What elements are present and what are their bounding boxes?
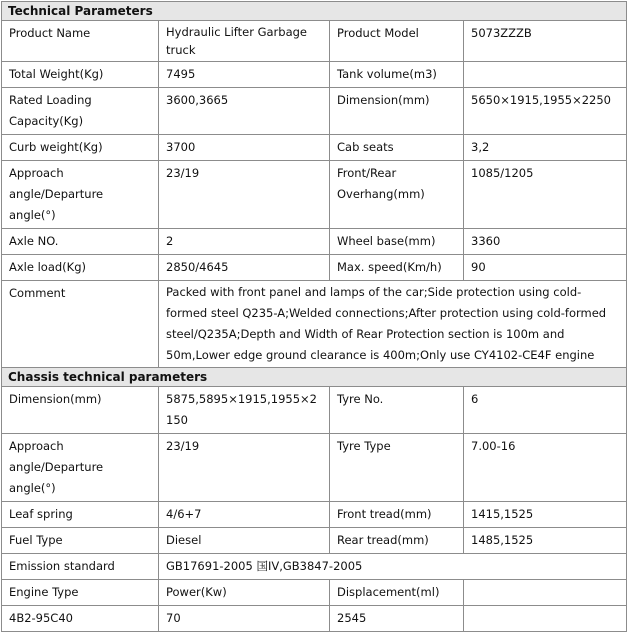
table-row	[2, 528, 627, 554]
spec-table	[1, 1, 627, 632]
table-row	[2, 161, 627, 229]
comment-value: Packed with front panel and lamps of the car;Side protection using cold-formed steel Q235-A;Welded connections;After protection using cold-formed steel/Q235A;Depth and Width of Rear Protection section is 100m and 50m,Lower edge ground clearance is 400m;Only use CY4102-CE4F engine	[159, 281, 627, 368]
tyre-no-value: 6	[464, 387, 627, 434]
tyre-type-label: Tyre Type	[330, 434, 464, 502]
table-row	[2, 580, 627, 606]
emission-standard-label: Emission standard	[2, 554, 159, 580]
rear-tread-label: Rear tread(mm)	[330, 528, 464, 554]
table-row	[2, 281, 627, 368]
table-row	[2, 554, 627, 580]
dimension-value: 5650×1915,1955×2250	[464, 88, 627, 135]
max-speed-label: Max. speed(Km/h)	[330, 255, 464, 281]
curb-weight-value: 3700	[159, 135, 330, 161]
wheel-base-label: Wheel base(mm)	[330, 229, 464, 255]
product-model-value: 5073ZZZB	[464, 21, 627, 62]
axle-no-value: 2	[159, 229, 330, 255]
rated-loading-label: Rated Loading Capacity(Kg)	[2, 88, 159, 135]
max-speed-value: 90	[464, 255, 627, 281]
approach-angle-label: Approach angle/Departure angle(°)	[2, 161, 159, 229]
front-tread-label: Front tread(mm)	[330, 502, 464, 528]
overhang-value: 1085/1205	[464, 161, 627, 229]
empty-cell	[464, 606, 627, 632]
section-header-row	[2, 368, 627, 387]
engine-type-value: 4B2-95C40	[2, 606, 159, 632]
fuel-type-value: Diesel	[159, 528, 330, 554]
chassis-approach-angle-label: Approach angle/Departure angle(°)	[2, 434, 159, 502]
product-model-label: Product Model	[330, 21, 464, 62]
tyre-no-label: Tyre No.	[330, 387, 464, 434]
table-row	[2, 62, 627, 88]
dimension-label: Dimension(mm)	[330, 88, 464, 135]
power-label: Power(Kw)	[159, 580, 330, 606]
table-row	[2, 229, 627, 255]
product-name-label: Product Name	[2, 21, 159, 62]
chassis-approach-angle-value: 23/19	[159, 434, 330, 502]
chassis-parameters-heading: Chassis technical parameters	[2, 368, 627, 387]
displacement-value: 2545	[330, 606, 464, 632]
empty-cell	[464, 580, 627, 606]
total-weight-value: 7495	[159, 62, 330, 88]
chassis-dimension-value: 5875,5895×1915,1955×2150	[159, 387, 330, 434]
table-row	[2, 135, 627, 161]
technical-parameters-heading: Technical Parameters	[2, 2, 627, 21]
table-row	[2, 21, 627, 62]
product-name-value: Hydraulic Lifter Garbage truck	[159, 21, 330, 62]
tank-volume-label: Tank volume(m3)	[330, 62, 464, 88]
wheel-base-value: 3360	[464, 229, 627, 255]
tyre-type-value: 7.00-16	[464, 434, 627, 502]
section-header-row	[2, 2, 627, 21]
chassis-dimension-label: Dimension(mm)	[2, 387, 159, 434]
cab-seats-value: 3,2	[464, 135, 627, 161]
approach-angle-value: 23/19	[159, 161, 330, 229]
axle-load-label: Axle load(Kg)	[2, 255, 159, 281]
table-row	[2, 88, 627, 135]
fuel-type-label: Fuel Type	[2, 528, 159, 554]
axle-no-label: Axle NO.	[2, 229, 159, 255]
displacement-label: Displacement(ml)	[330, 580, 464, 606]
front-tread-value: 1415,1525	[464, 502, 627, 528]
engine-type-label: Engine Type	[2, 580, 159, 606]
comment-label: Comment	[2, 281, 159, 368]
cab-seats-label: Cab seats	[330, 135, 464, 161]
axle-load-value: 2850/4645	[159, 255, 330, 281]
table-row	[2, 255, 627, 281]
power-value: 70	[159, 606, 330, 632]
leaf-spring-label: Leaf spring	[2, 502, 159, 528]
table-row	[2, 606, 627, 632]
table-row	[2, 387, 627, 434]
emission-standard-value: GB17691-2005 国IV,GB3847-2005	[159, 554, 627, 580]
curb-weight-label: Curb weight(Kg)	[2, 135, 159, 161]
rated-loading-value: 3600,3665	[159, 88, 330, 135]
tank-volume-value	[464, 62, 627, 88]
rear-tread-value: 1485,1525	[464, 528, 627, 554]
table-row	[2, 434, 627, 502]
total-weight-label: Total Weight(Kg)	[2, 62, 159, 88]
overhang-label: Front/Rear Overhang(mm)	[330, 161, 464, 229]
leaf-spring-value: 4/6+7	[159, 502, 330, 528]
